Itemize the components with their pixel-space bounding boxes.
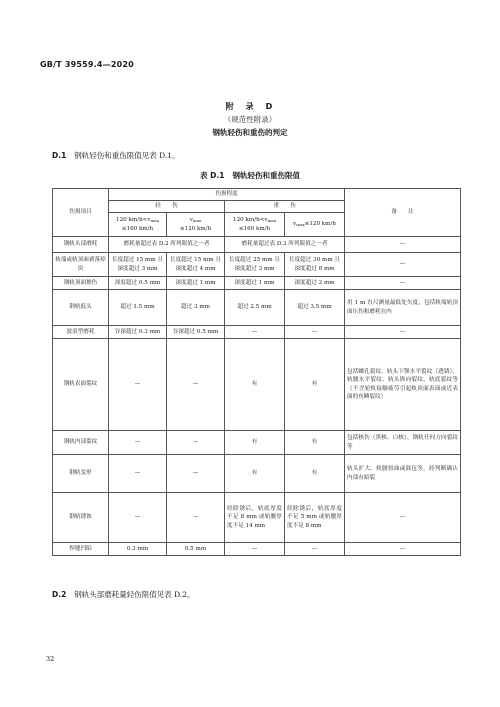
cell-remark: 包括核伤（黑核、白核）、钢轨任何方向裂纹等 xyxy=(345,431,461,455)
cell-light-high: — xyxy=(109,339,167,431)
table-row xyxy=(53,237,461,253)
cell-light-high: — xyxy=(109,431,167,455)
cell-light-low: — xyxy=(167,455,225,493)
paragraph-d2-text: 钢轨头部磨耗量轻伤限值见表 D.2。 xyxy=(74,590,195,599)
standard-number: GB/T 39559.4—2020 xyxy=(40,60,134,69)
cell-heavy-low: 长度超过 30 mm 且深度超过 8 mm xyxy=(285,253,345,277)
cell-light-low: 长度超过 15 mm 且深度超过 4 mm xyxy=(167,253,225,277)
row-name: 轨端或轨顶面剥落掉块 xyxy=(53,253,109,277)
cell-heavy-high: 深度超过 1 mm xyxy=(225,277,285,290)
paragraph-d2-number: D.2 xyxy=(52,590,67,599)
header-light: 轻 伤 xyxy=(109,201,225,213)
cell-light-low: — xyxy=(167,493,225,543)
row-name: 钢轨变形 xyxy=(53,455,109,493)
paragraph-d2 xyxy=(52,589,195,600)
cell-heavy-high: 有 xyxy=(225,339,285,431)
cell-heavy-high: 经除锈后，轨底厚度不足 8 mm 或轨腰厚度不足 14 mm xyxy=(225,493,285,543)
cell-light-high: 深度超过 0.5 mm xyxy=(109,277,167,290)
header-remark: 备 注 xyxy=(345,189,461,237)
cell-light-low: 谷深超过 0.5 mm xyxy=(167,326,225,339)
table-caption-title: 钢轨轻伤和重伤限值 xyxy=(232,171,300,180)
cell-remark: — xyxy=(345,326,461,339)
rail-damage-limits-table xyxy=(52,188,461,556)
cell-heavy: 磨耗量超过表 D.3 所列限值之一者 xyxy=(225,237,345,253)
appendix-type: （规范性附录） xyxy=(223,115,277,124)
appendix-label: 附 录 D xyxy=(225,102,275,111)
header-heavy: 重 伤 xyxy=(225,201,345,213)
row-name: 钢轨内部裂纹 xyxy=(53,431,109,455)
cell-light-low: — xyxy=(167,431,225,455)
cell-remark: — xyxy=(345,493,461,543)
cell-light: 磨耗量超过表 D.2 所列限值之一者 xyxy=(109,237,225,253)
header-speed-high-light: 120 $km/h<v_{max}$ ≤160 km/h xyxy=(109,213,167,237)
row-name: 钢轨锈蚀 xyxy=(53,493,109,543)
table-row xyxy=(53,277,461,290)
header-speed-low-light: $v_{max}$ ≤120 km/h xyxy=(167,213,225,237)
cell-heavy-low: 深度超过 2 mm xyxy=(285,277,345,290)
cell-heavy-high: — xyxy=(225,326,285,339)
cell-remark: — xyxy=(345,253,461,277)
paragraph-d1-number: D.1 xyxy=(52,151,67,160)
cell-heavy-low: 有 xyxy=(285,455,345,493)
paragraph-d1 xyxy=(52,150,180,161)
table-row xyxy=(53,455,461,493)
cell-light-high: — xyxy=(109,455,167,493)
header-speed-low-heavy: $v_{max}\le 120$ km/h xyxy=(285,213,345,237)
appendix-title: 钢轨轻伤和重伤的判定 xyxy=(212,128,288,137)
cell-heavy-low: 超过 3.5 mm xyxy=(285,290,345,326)
cell-remark: — xyxy=(345,237,461,253)
cell-light-high: 长度超过 15 mm 且深度超过 3 mm xyxy=(109,253,167,277)
cell-heavy-high: 超过 2.5 mm xyxy=(225,290,285,326)
table-row xyxy=(53,326,461,339)
cell-heavy-high: 有 xyxy=(225,431,285,455)
cell-light-high: 超过 1.5 mm xyxy=(109,290,167,326)
table-row xyxy=(53,339,461,431)
cell-light-low: 超过 3 mm xyxy=(167,290,225,326)
table-row xyxy=(53,493,461,543)
page-number: 32 xyxy=(46,655,55,663)
table-row xyxy=(53,543,461,556)
cell-light-low: 0.5 mm xyxy=(167,543,225,556)
cell-light-low: — xyxy=(167,339,225,431)
cell-remark: 轨头扩大、轨腰扭曲或鼓包等，经判断确认内部有暗裂 xyxy=(345,455,461,493)
row-name: 焊缝凹陷 xyxy=(53,543,109,556)
cell-remark: — xyxy=(345,543,461,556)
row-name: 钢轨低头 xyxy=(53,290,109,326)
row-name: 波浪型磨耗 xyxy=(53,326,109,339)
cell-heavy-high: — xyxy=(225,543,285,556)
cell-heavy-low: — xyxy=(285,326,345,339)
table-row xyxy=(53,431,461,455)
cell-light-high: 0.3 mm xyxy=(109,543,167,556)
cell-heavy-low: — xyxy=(285,543,345,556)
cell-heavy-low: 有 xyxy=(285,431,345,455)
cell-light-high: 谷深超过 0.3 mm xyxy=(109,326,167,339)
cell-remark: — xyxy=(345,277,461,290)
table-caption-number: 表 D.1 xyxy=(200,171,225,180)
table-row xyxy=(53,253,461,277)
table-row xyxy=(53,290,461,326)
paragraph-d1-text: 钢轨轻伤和重伤限值见表 D.1。 xyxy=(74,151,180,160)
cell-light-low: 深度超过 1 mm xyxy=(167,277,225,290)
table-caption xyxy=(0,170,500,181)
cell-heavy-low: 经除锈后，轨底厚度不足 5 mm 或轨腰厚度不足 8 mm xyxy=(285,493,345,543)
cell-heavy-high: 长度超过 25 mm 且深度超过 3 mm xyxy=(225,253,285,277)
cell-heavy-high: 有 xyxy=(225,455,285,493)
cell-light-high: — xyxy=(109,493,167,543)
row-name: 钢轨头部磨耗 xyxy=(53,237,109,253)
header-item: 伤损项目 xyxy=(53,189,109,237)
cell-remark: 用 1 m 直尺测量最低处矢度，包括轨端轨顶面压伤和磨耗在内 xyxy=(345,290,461,326)
cell-remark: 包括螺孔裂纹、轨头下颚水平裂纹（透锈）、轨腰水平裂纹、轨头纵向裂纹、轨底裂纹等（不含轮轨接触疲劳引起轨顶面表面或近表面的鱼鳞裂纹） xyxy=(345,339,461,431)
row-name: 钢轨顶面擦伤 xyxy=(53,277,109,290)
header-degree: 伤损程度 xyxy=(109,189,345,201)
cell-heavy-low: 有 xyxy=(285,339,345,431)
row-name: 钢轨表面裂纹 xyxy=(53,339,109,431)
header-speed-high-heavy: 120 $km/h<v_{max}$ ≤160 km/h xyxy=(225,213,285,237)
